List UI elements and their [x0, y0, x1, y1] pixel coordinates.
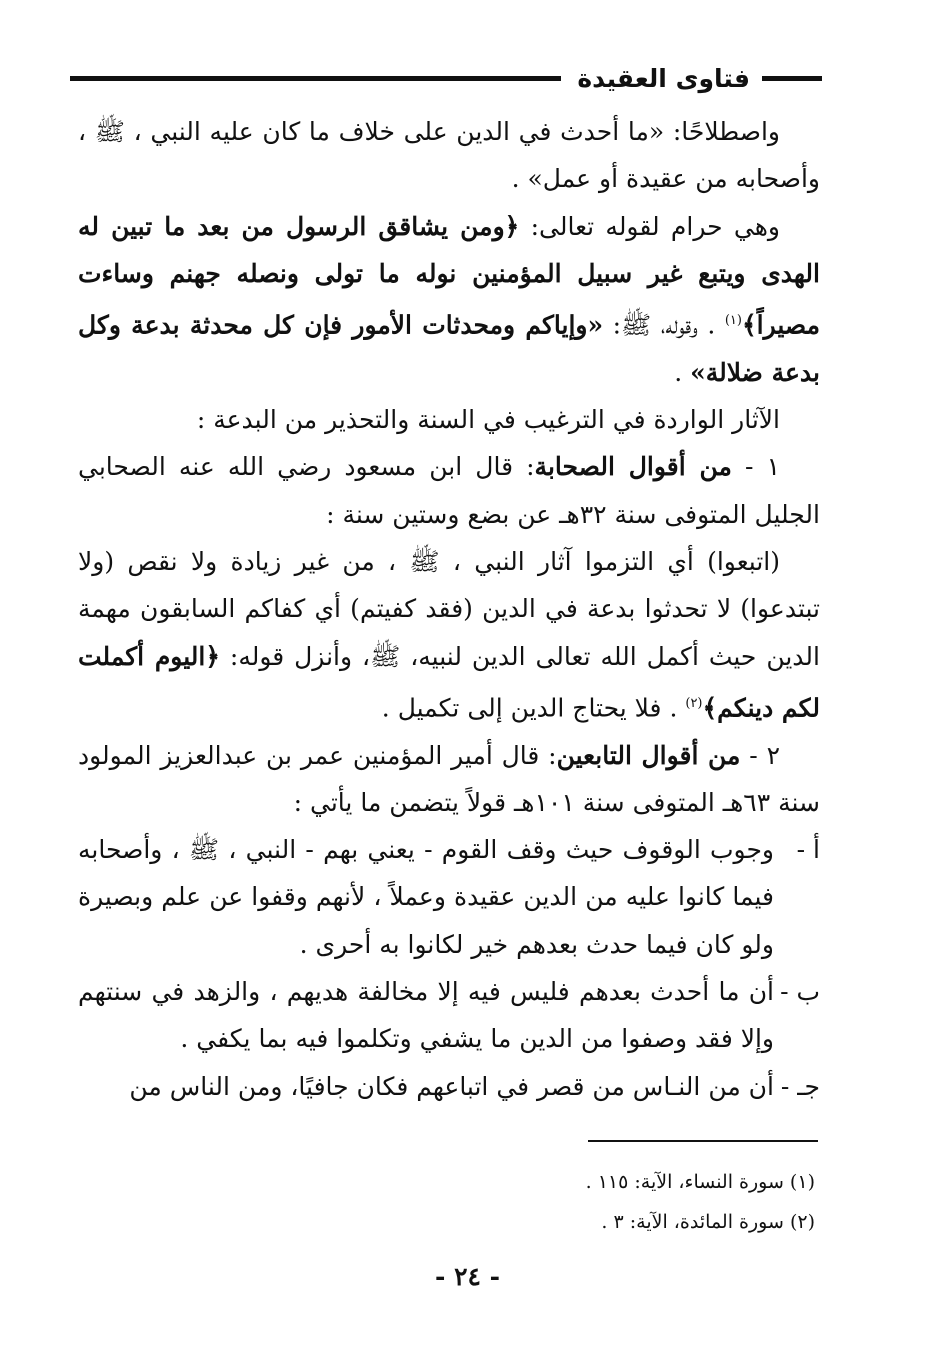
footnotes: [215, 1162, 815, 1242]
sahaba-number: ١ -: [731, 452, 780, 482]
explanation-paragraph: [78, 538, 820, 732]
list-marker-a: أ -: [796, 835, 820, 865]
ruling-paragraph: [78, 203, 820, 397]
list-item-a: [78, 826, 820, 968]
ruling-mid: . وقوله، ﷺ:: [603, 310, 725, 340]
ruling-end: .: [674, 357, 691, 387]
footnote-2: (٢) سورة المائدة، الآية: ٣ .: [601, 1211, 815, 1233]
list-text-a: وجوب الوقوف حيث وقف القوم - يعني بهم - النبي ، ﷺ ، وأصحابه فيما كانوا عليه من الدين عقيدة وعملاً ، لأنهم وقفوا عن علم وبصيرة ولو كان فيما حدث بعدهم خير لكانوا به أحرى .: [78, 835, 774, 959]
list-text-b: أن ما أحدث بعدهم فليس فيه إلا مخالفة هديهم ، والزهد في سنتهم وإلا فقد وصفوا من الدين ما يشفي وتكلموا فيه بما يكفي .: [78, 977, 774, 1054]
sahaba-text: : قال ابن مسعود رضي الله عنه الصحابي الجليل المتوفى سنة ٣٢هـ عن بضع وستين سنة :: [78, 452, 820, 529]
list-marker-b: ب -: [780, 977, 820, 1006]
footnote-ref-1: (١): [724, 313, 742, 329]
list-marker-c: جـ -: [780, 1071, 820, 1101]
ruling-intro: وهي حرام لقوله تعالى:: [519, 211, 780, 241]
footnote-separator: [588, 1140, 818, 1142]
tabieen-text: : قال أمير المؤمنين عمر بن عبدالعزيز المولود سنة ٦٣هـ المتوفى سنة ١٠١هـ قولاً يتضمن ما يأتي :: [78, 740, 820, 817]
quran-verse-quote: ﴿ومن يشاقق الرسول من بعد ما تبين له الهدى ويتبع غير سبيل المؤمنين نوله ما تولى ونصله جهنم وساءت مصيراً﴾: [78, 211, 820, 340]
athar-heading: الآثار الواردة في الترغيب في السنة والتحذير من البدعة :: [196, 405, 780, 435]
sahaba-heading: من أقوال الصحابة: [534, 452, 732, 482]
body-text: [78, 108, 820, 1110]
running-title: فتاوى العقيدة: [577, 63, 750, 93]
tabieen-paragraph: [78, 732, 820, 827]
list-item-c: [78, 1063, 820, 1110]
running-header: [70, 58, 822, 98]
quran-verse-quote-2: ﴿اليوم أكملت لكم دينكم﴾: [78, 641, 820, 723]
hadith-quote: «وإياكم ومحدثات الأمور فإن كل محدثة بدعة وكل بدعة ضلالة»: [78, 310, 820, 387]
list-text-c: أن من النـاس من قصر في اتباعهم فكان جافيًا، ومن الناس من: [129, 1071, 774, 1101]
explanation-end: . فلا يحتاج الدين إلى تكميل .: [381, 693, 686, 723]
footnote-ref-2: (٢): [685, 695, 703, 711]
footnote-1: (١) سورة النساء، الآية: ١١٥ .: [585, 1171, 815, 1193]
tabieen-heading: من أقوال التابعين: [556, 740, 741, 770]
page-number: - ٢٤ -: [434, 1262, 501, 1291]
definition-paragraph: واصطلاحًا: «ما أحدث في الدين على خلاف ما كان عليه النبي ، ﷺ ، وأصحابه من عقيدة أو عمل» .: [78, 117, 820, 194]
header-rule-short: [762, 76, 822, 81]
tabieen-number: ٢ -: [740, 740, 781, 770]
sahaba-paragraph: [78, 443, 820, 538]
list-item-b: [78, 968, 820, 1063]
explanation-text: (اتبعوا) أي التزموا آثار النبي ، ﷺ ، من غير زيادة ولا نقص (ولا تبتدعوا) لا تحدثوا بدعة في الدين (فقد كفيتم) أي كفاكم السابقون مهمة الدين حيث أكمل الله تعالى الدين لنبيه، ﷺ، وأنزل قوله:: [78, 547, 820, 671]
header-rule-long: [70, 76, 561, 81]
